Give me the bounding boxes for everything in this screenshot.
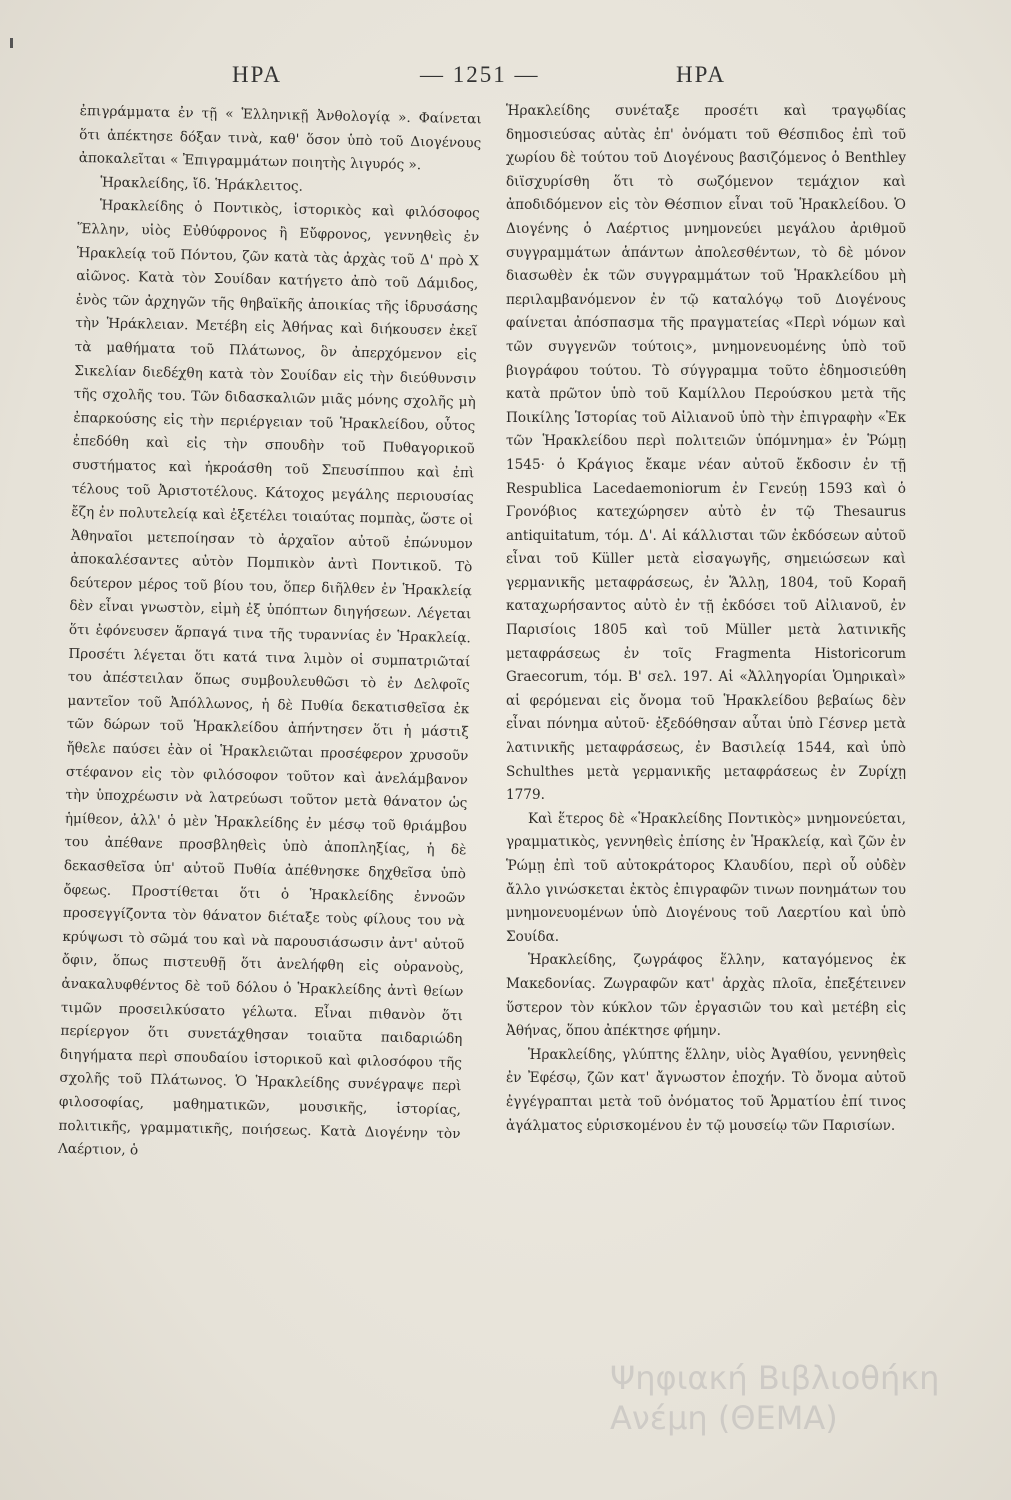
running-head-left: ΗΡΑ [232, 62, 282, 87]
entry-heading: Ἡρακλείδης, ἴδ. Ἡράκλειτος. [100, 174, 304, 195]
watermark-line: Ανέμη (ΘΕΜΑ) [610, 1399, 838, 1437]
paragraph: Ἡρακλείδης, γλύπτης ἕλλην, υἱὸς Ἀγαθίου, γεννηθεὶς ἐν Ἐφέσῳ, ζῶν κατ' ἄγνωστον ἐποχήν. Τὸ ὄνομα αὐτοῦ ἐγγέγραπται μετὰ τοῦ ὀνόματος τοῦ Ἁρματίου ἐπί τινος ἀγάλματος εὑρισκομένου ἐν τῷ μουσείῳ τῶν Παρισίων. [506, 1046, 906, 1134]
paragraph: Καὶ ἕτερος δὲ «Ἡρακλείδης Ποντικὸς» μνημονεύεται, γραμματικὸς, γεννηθεὶς ἐπίσης ἐν Ἡρακλείᾳ, καὶ ζῶν ἐν Ῥώμῃ ἐπὶ τοῦ αὐτοκράτορος Κλαυδίου, περὶ οὗ οὐδὲν ἄλλο γινώσκεται ἐκτὸς ἐπιγραφῶν τινων πονημάτων του μνημονευομένων ὑπὸ Διογένους τοῦ Λαερτίου καὶ ὑπὸ Σουίδα. [506, 810, 906, 945]
right-column [506, 100, 906, 1138]
watermark-line: Ψηφιακή Βιβλιοθήκη [610, 1359, 940, 1397]
edge-mark [10, 38, 13, 48]
paragraph: Ἡρακλείδης συνέταξε προσέτι καὶ τραγῳδίας δημοσιεύσας αὐτὰς ἐπ' ὀνόματι τοῦ Θέσπιδος ἐπὶ τοῦ χωρίου δὲ τούτου τοῦ Διογένους βασιζόμενος ὁ Benthley διϊσχυρίσθη ὅτι τὸ σωζόμενον τεμάχιον καὶ ἀποδιδόμενον εἰς τὸν Θέσπιον εἶναι τοῦ Ἡρακλείδου. Ὁ Διογένης ὁ Λαέρτιος μνημονεύει μεγάλου ἀριθμοῦ συγγραμμάτων ἁπάντων ἀπολεσθέντων, τὸ δὲ μόνον διασωθὲν ἐκ τῶν συγγραμμάτων τοῦ Ἡρακλείδου μὴ περιλαμβανόμενον ἐν τῷ καταλόγῳ τοῦ Διογένους φαίνεται ἀπόσπασμα τῆς πραγματείας «Περὶ νόμων καὶ τῶν συγγενῶν τούτοις», μνημονευομένης ὑπὸ τοῦ βιογράφου τούτου. Τὸ σύγγραμμα τοῦτο ἐδημοσιεύθη κατὰ πρῶτον ὑπὸ τοῦ Καμίλλου Περούσκου μετὰ τῆς Ποικίλης Ἱστορίας τοῦ Αἰλιανοῦ ὑπὸ τὴν ἐπιγραφὴν «Ἐκ τῶν Ἡρακλείδου περὶ πολιτειῶν ὑπόμνημα» ἐν Ῥώμῃ 1545· ὁ Κράγιος ἔκαμε νέαν αὐτοῦ ἔκδοσιν ἐν τῇ Respublica Lacedaemoniorum ἐν Γενεύῃ 1593 καὶ ὁ Γρονόβιος κατεχώρησεν αὐτὸ ἐν τῷ Thesaurus antiquitatum, τόμ. Δ'. Αἱ κάλλισται τῶν ἐκδόσεων αὐτοῦ εἶναι τοῦ Küller μετὰ εἰσαγωγῆς, σημειώσεων καὶ γερμανικῆς μεταφράσεως, ἐν Ἅλλῃ, 1804, τοῦ Κοραῆ καταχωρήσαντος αὐτὸ ἐν τῇ ἐκδόσει τοῦ Αἰλιανοῦ, ἐν Παρισίοις 1805 καὶ τοῦ Müller μετὰ λατινικῆς μεταφράσεως ἐν τοῖς Fragmenta Historicorum Graecorum, τόμ. Β' σελ. 197. Αἱ «Ἀλληγορίαι Ὁμηρικαὶ» αἱ φερόμεναι εἰς ὄνομα τοῦ Ἡρακλείδου βεβαίως δὲν εἶναι πόνημα αὐτοῦ· ἐξεδόθησαν αὗται ὑπὸ Γέσνερ μετὰ λατινικῆς μεταφράσεως, ἐν Βασιλείᾳ 1544, καὶ ὑπὸ Schulthes μετὰ γερμανικῆς μεταφράσεως ἐν Ζυρίχῃ 1779. [506, 103, 906, 804]
paragraph: ἐπιγράμματα ἐν τῇ « Ἑλληνικῇ Ἀνθολογίᾳ ». Φαίνεται ὅτι ἀπέκτησε δόξαν τινὰ, καθ' ὅσον ὑπὸ τοῦ Διογένους ἀποκαλεῖται « Ἐπιγραμμάτων ποιητὴς λιγυρός ». [78, 102, 482, 174]
running-head-right: ΗΡΑ [676, 62, 726, 87]
paragraph: Ἡρακλείδης, ζωγράφος ἕλλην, καταγόμενος ἐκ Μακεδονίας. Ζωγραφῶν κατ' ἀρχὰς πλοῖα, ἐπεξέτεινεν ὕστερον τὸν κύκλον τῶν ἐργασιῶν του καὶ μετέβη εἰς Ἀθήνας, ὅπου ἀπέκτησε φήμην. [506, 952, 906, 1040]
paragraph: Ἡρακλείδης ὁ Ποντικὸς, ἱστορικὸς καὶ φιλόσοφος Ἕλλην, υἱὸς Εὐθύφρονος ἢ Εὔφρονος, γεννηθεὶς ἐν Ἡρακλείᾳ τοῦ Πόντου, ζῶν κατὰ τὰς ἀρχὰς τοῦ Δ' πρὸ Χ αἰῶνος. Κατὰ τὸν Σουίδαν κατήγετο ἀπὸ τοῦ Δάμιδος, ἑνὸς τῶν ἀρχηγῶν τῆς θηβαϊκῆς ἀποικίας τῆς ἱδρυσάσης τὴν Ἡράκλειαν. Μετέβη εἰς Ἀθήνας καὶ διήκουσεν ἐκεῖ τὰ μαθήματα τοῦ Πλάτωνος, ὃν ἀπερχόμενον εἰς Σικελίαν διεδέχθη κατὰ τὸν Σουίδαν εἰς τὴν διεύθυνσιν τῆς σχολῆς του. Τῶν διδασκαλιῶν μιᾶς μόνης σχολῆς μὴ ἐπαρκούσης εἰς τὴν περιέργειαν τοῦ Ἡρακλείδου, οὗτος ἐπεδόθη καὶ εἰς τὴν σπουδὴν τοῦ Πυθαγορικοῦ συστήματος καὶ ἠκροάσθη τοῦ Σπευσίππου καὶ ἐπὶ τέλους τοῦ Ἀριστοτέλους. Κάτοχος μεγάλης περιουσίας ἔζη ἐν πολυτελείᾳ καὶ ἐξετέλει τοιαύτας πομπὰς, ὥστε οἱ Ἀθηναῖοι μετεποίησαν τὸ ἀρχαῖον αὐτοῦ ἐπώνυμον ἀποκαλέσαντες αὐτὸν Πομπικὸν ἀντὶ Ποντικοῦ. Τὸ δεύτερον μέρος τοῦ βίου του, ὅπερ διῆλθεν ἐν Ἡρακλείᾳ δὲν εἶναι γνωστὸν, εἰμὴ ἐξ ὑπόπτων διηγήσεων. Λέγεται ὅτι ἐφόνευσεν ἅρπαγά τινα τῆς τυραννίας ἐν Ἡρακλείᾳ. Προσέτι λέγεται ὅτι κατά τινα λιμὸν οἱ συμπατριῶταί του ἀπέστειλαν ὅπως συμβουλευθῶσι τὸ ἐν Δελφοῖς μαντεῖον τοῦ Ἀπόλλωνος, ἡ δὲ Πυθία δεκατισθεῖσα ἐκ τῶν δώρων τοῦ Ἡρακλείδου ἀπήντησεν ὅτι ἡ μάστιξ ἤθελε παύσει ἐὰν οἱ Ἡρακλειῶται προσέφερον χρυσοῦν στέφανον εἰς τὸν φιλόσοφον τοῦτον καὶ ἀνελάμβανον τὴν ὑποχρέωσιν νὰ λατρεύωσι τοῦτον μετὰ θάνατον ὡς ἡμίθεον, ἀλλ' ὁ μὲν Ἡρακλείδης ἐν μέσῳ τοῦ θριάμβου του ἀπέθανε προσβληθεὶς ὑπὸ ἀποπληξίας, ἡ δὲ δεκασθεῖσα ὑπ' αὐτοῦ Πυθία ἀπέθνησκε δηχθεῖσα ὑπὸ ὄφεως. Προστίθεται ὅτι ὁ Ἡρακλείδης ἐννοῶν προσεγγίζοντα τὸν θάνατον διέταξε τοὺς φίλους του νὰ κρύψωσι τὸ σῶμά του καὶ νὰ παρουσιάσωσιν ἀντ' αὐτοῦ ὄφιν, ὅπως πιστευθῇ ὅτι ἀνελήφθη εἰς οὐρανοὺς, ἀνακαλυφθέντος δὲ τοῦ δόλου ὁ Ἡρακλείδης ἀντὶ θείων τιμῶν προσειλκύσατο γέλωτα. Εἶναι πιθανὸν ὅτι περίεργον ὅτι συνετάχθησαν τοιαῦτα παιδαριώδη διηγήματα περὶ σπουδαίου ἱστορικοῦ καὶ φιλοσόφου τῆς σχολῆς τοῦ Πλάτωνος. Ὁ Ἡρακλείδης συνέγραψε περὶ φιλοσοφίας, μαθηματικῶν, μουσικῆς, ἱστορίας, πολιτικῆς, γραμματικῆς, ποιήσεως. Κατὰ Διογένην τὸν Λαέρτιον, ὁ [57, 197, 480, 1159]
running-head [0, 62, 1011, 96]
page-number: — 1251 — [420, 62, 540, 87]
library-watermark [610, 1358, 1011, 1438]
left-column [58, 100, 482, 1170]
